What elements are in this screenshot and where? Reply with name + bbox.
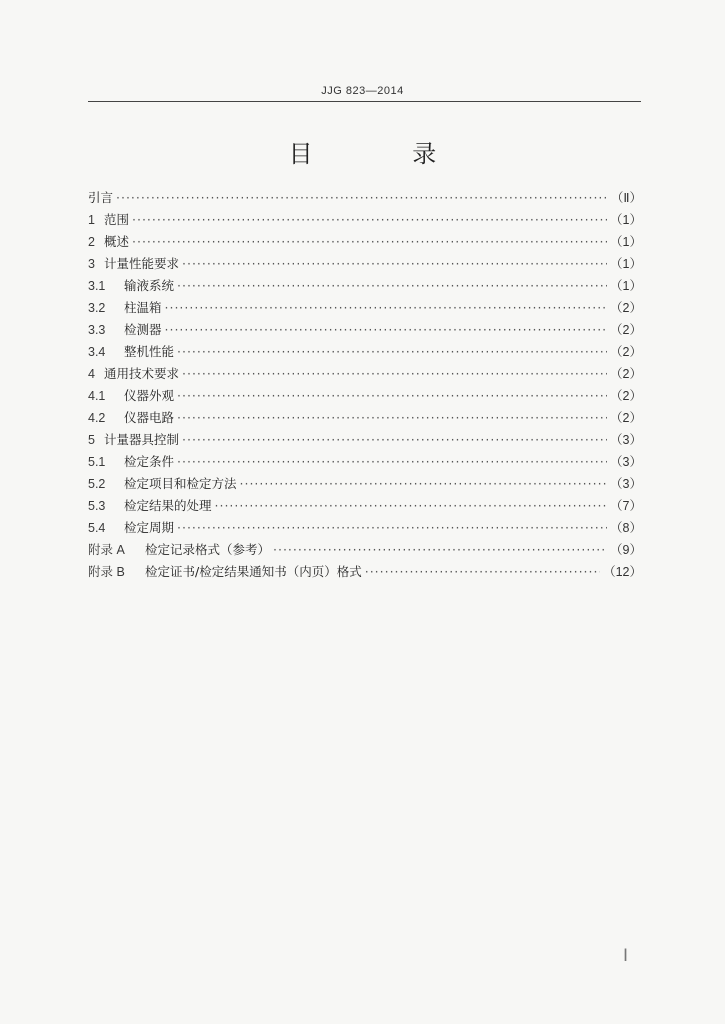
toc-entry-label: 计量器具控制 <box>104 432 180 447</box>
table-of-contents <box>88 187 642 583</box>
dot-leader <box>165 319 608 341</box>
dot-leader <box>132 231 607 253</box>
toc-entry-number: 3.2 <box>88 301 106 315</box>
dot-leader <box>182 429 607 451</box>
toc-entry-label: 整机性能 <box>124 344 175 359</box>
standard-code-header: JJG 823—2014 <box>321 85 404 97</box>
toc-entry-page: （3） <box>610 455 642 469</box>
toc-entry-page: （12） <box>603 565 642 579</box>
toc-entry-label: 概述 <box>104 234 130 249</box>
toc-entry-label: 计量性能要求 <box>104 256 180 271</box>
page-title: 目 录 <box>288 140 483 168</box>
toc-entry-label: 检定周期 <box>124 520 175 535</box>
toc-entry-number: 3.3 <box>88 323 106 337</box>
toc-entry-label: 仪器电路 <box>124 410 175 425</box>
toc-entry-label: 引言 <box>88 190 114 205</box>
toc-entry-label: 检定结果的处理 <box>124 498 212 513</box>
toc-entry-page: （2） <box>610 301 642 315</box>
dot-leader <box>165 297 608 319</box>
toc-entry-appendix-b[interactable] <box>88 561 642 583</box>
dot-leader <box>240 473 608 495</box>
toc-entry-label: 检测器 <box>124 322 162 337</box>
toc-entry-3-1[interactable] <box>88 275 642 297</box>
toc-entry-number: 4 <box>88 367 95 381</box>
dot-leader <box>365 561 600 583</box>
toc-entry-label: 范围 <box>104 212 130 227</box>
dot-leader <box>177 407 607 429</box>
toc-entry-label: 输液系统 <box>124 278 175 293</box>
toc-entry-number: 5.1 <box>88 455 106 469</box>
toc-entry-1[interactable] <box>88 209 642 231</box>
toc-entry-3-3[interactable] <box>88 319 642 341</box>
dot-leader <box>177 517 607 539</box>
dot-leader <box>132 209 607 231</box>
toc-entry-label: 仪器外观 <box>124 388 175 403</box>
dot-leader <box>273 539 607 561</box>
toc-entry-page: （1） <box>610 257 642 271</box>
toc-entry-number: 1 <box>88 213 95 227</box>
toc-entry-number: 附录 A <box>88 543 125 557</box>
toc-entry-page: （7） <box>610 499 642 513</box>
toc-entry-label: 检定记录格式（参考） <box>145 542 271 557</box>
toc-entry-4[interactable] <box>88 363 642 385</box>
toc-entry-page: （2） <box>610 367 642 381</box>
toc-entry-page: （8） <box>610 521 642 535</box>
toc-entry-page: （2） <box>610 323 642 337</box>
toc-entry-4-2[interactable] <box>88 407 642 429</box>
toc-entry-page: （3） <box>610 477 642 491</box>
toc-entry-2[interactable] <box>88 231 642 253</box>
toc-entry-4-1[interactable] <box>88 385 642 407</box>
toc-entry-page: （1） <box>610 235 642 249</box>
toc-entry-label: 检定证书/检定结果通知书（内页）格式 <box>145 564 362 579</box>
toc-entry-label: 检定条件 <box>124 454 175 469</box>
toc-entry-number: 4.1 <box>88 389 106 403</box>
dot-leader <box>182 253 607 275</box>
toc-entry-page: （3） <box>610 433 642 447</box>
toc-entry-number: 3.1 <box>88 279 106 293</box>
toc-entry-5-3[interactable] <box>88 495 642 517</box>
toc-entry-label: 柱温箱 <box>124 300 162 315</box>
dot-leader <box>177 385 607 407</box>
toc-entry-number: 5.3 <box>88 499 106 513</box>
toc-entry-page: （2） <box>610 389 642 403</box>
toc-entry-number: 4.2 <box>88 411 106 425</box>
toc-entry-label: 通用技术要求 <box>104 366 180 381</box>
toc-entry-number: 2 <box>88 235 95 249</box>
toc-entry-page: （9） <box>610 543 642 557</box>
toc-entry-5[interactable] <box>88 429 642 451</box>
dot-leader <box>116 187 608 209</box>
header-rule <box>88 101 641 102</box>
toc-entry-5-2[interactable] <box>88 473 642 495</box>
toc-entry-3-4[interactable] <box>88 341 642 363</box>
toc-entry-number: 5 <box>88 433 95 447</box>
toc-entry-page: （2） <box>610 345 642 359</box>
toc-entry-number: 5.2 <box>88 477 106 491</box>
toc-entry-5-4[interactable] <box>88 517 642 539</box>
toc-entry-page: （1） <box>610 279 642 293</box>
toc-entry-page: （1） <box>610 213 642 227</box>
toc-entry-number: 5.4 <box>88 521 106 535</box>
dot-leader <box>182 363 607 385</box>
toc-entry-5-1[interactable] <box>88 451 642 473</box>
toc-entry-label: 检定项目和检定方法 <box>124 476 237 491</box>
dot-leader <box>215 495 608 517</box>
toc-entry-3[interactable] <box>88 253 642 275</box>
dot-leader <box>177 275 607 297</box>
toc-entry-number: 附录 B <box>88 565 125 579</box>
toc-entry-3-2[interactable] <box>88 297 642 319</box>
toc-entry-page: （2） <box>610 411 642 425</box>
toc-entry-appendix-a[interactable] <box>88 539 642 561</box>
toc-entry-number: 3 <box>88 257 95 271</box>
toc-entry-page: （Ⅱ） <box>610 191 642 205</box>
page-number: Ⅰ <box>623 946 629 965</box>
toc-entry-number: 3.4 <box>88 345 106 359</box>
dot-leader <box>177 341 607 363</box>
toc-entry-intro[interactable] <box>88 187 642 209</box>
dot-leader <box>177 451 607 473</box>
